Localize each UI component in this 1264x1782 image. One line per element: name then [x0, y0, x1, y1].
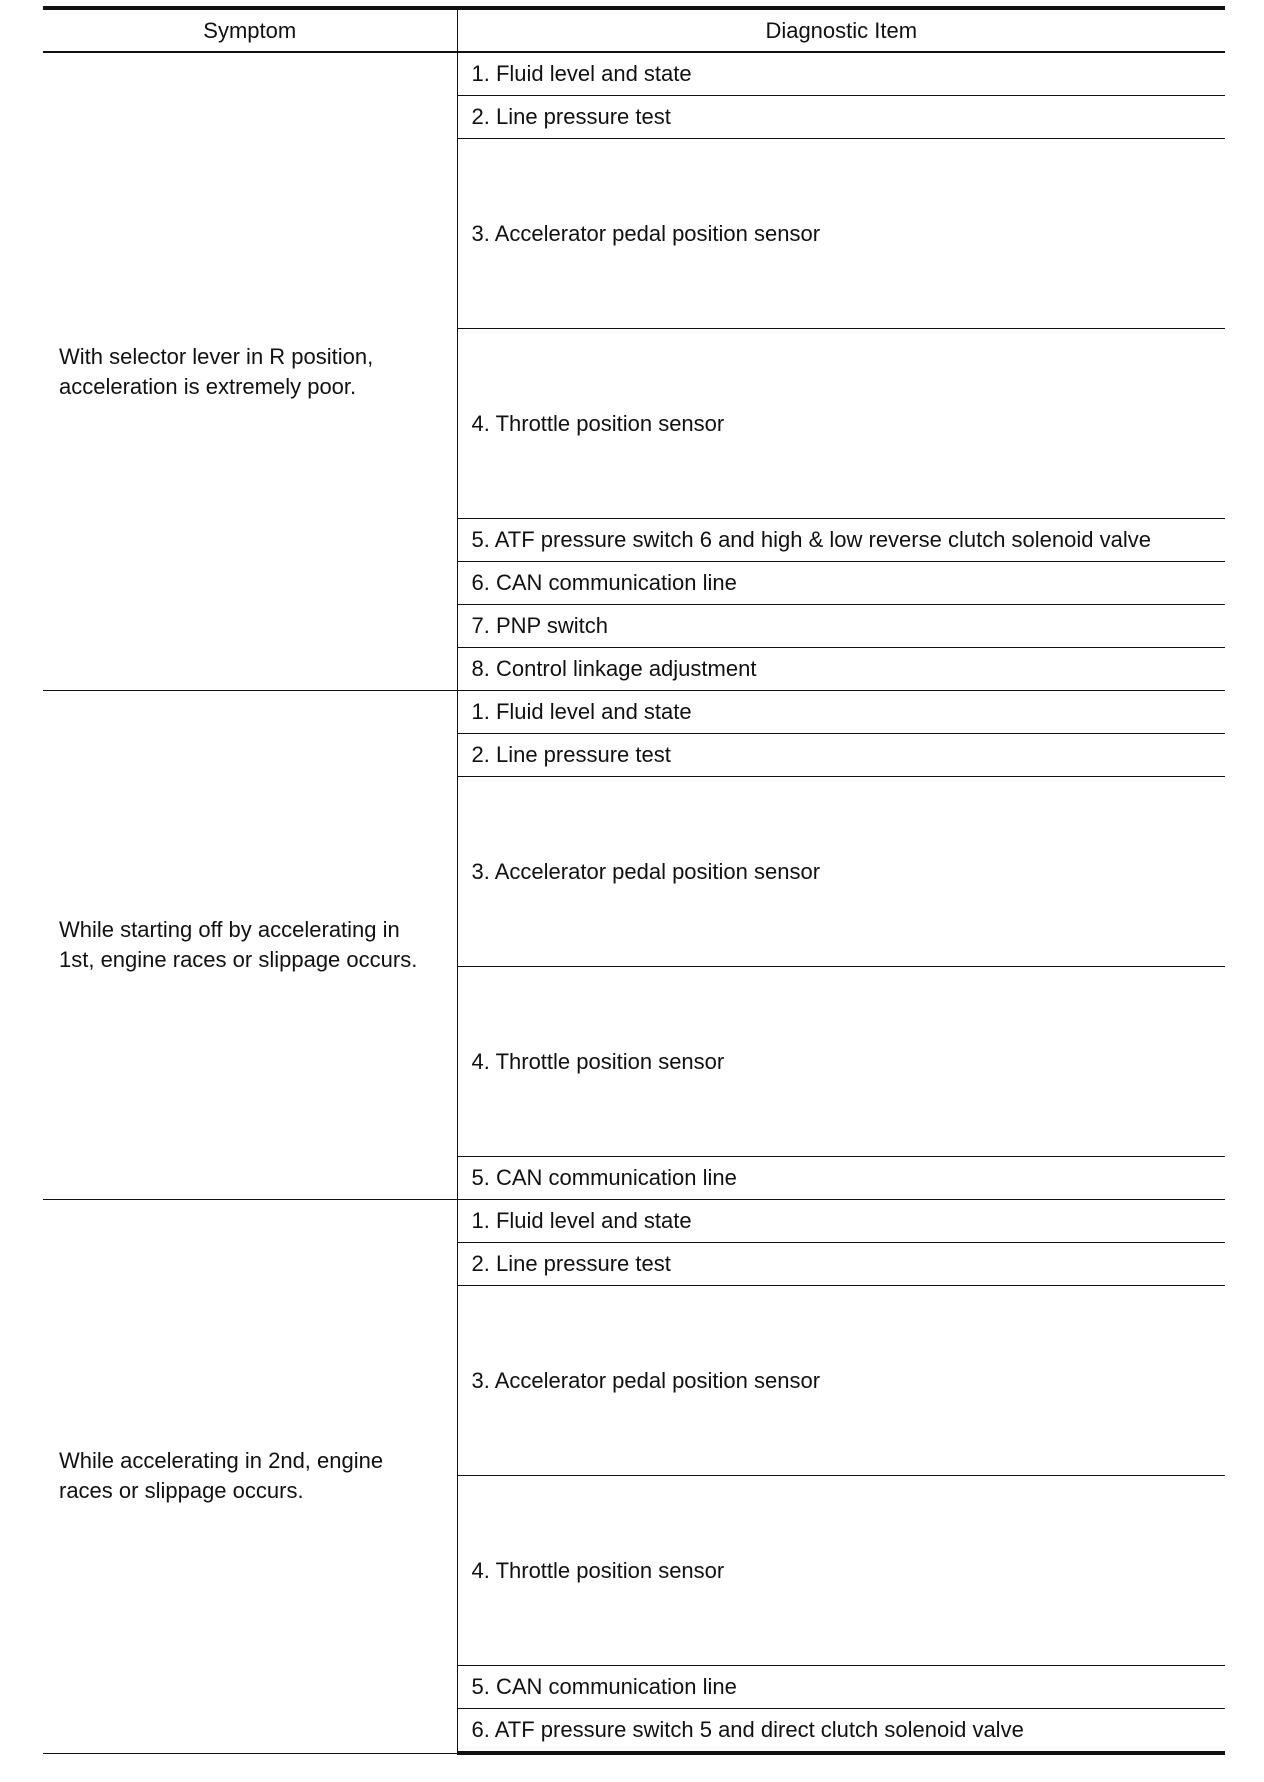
diagnostic-table	[43, 6, 1225, 1755]
diagnostic-item: 5. CAN communication line	[457, 1666, 1225, 1709]
symptom-text-line: With selector lever in R position,	[59, 343, 374, 369]
diagnostic-item: 4. Throttle position sensor	[457, 967, 1225, 1157]
symptom-cell	[43, 1200, 457, 1754]
symptom-text-line: While accelerating in 2nd, engine	[59, 1448, 384, 1474]
diagnostic-item: 1. Fluid level and state	[457, 1200, 1225, 1243]
symptom-text-line: races or slippage occurs.	[59, 1478, 304, 1504]
header-symptom: Symptom	[43, 8, 457, 52]
diagnostic-item: 6. ATF pressure switch 5 and direct clutch solenoid valve	[457, 1709, 1225, 1754]
diagnostic-item: 3. Accelerator pedal position sensor	[457, 777, 1225, 967]
diagnostic-item: 3. Accelerator pedal position sensor	[457, 139, 1225, 329]
symptom-text-line: 1st, engine races or slippage occurs.	[59, 947, 418, 972]
symptom-text-line: acceleration is extremely poor.	[59, 373, 357, 399]
diagnostic-item: 1. Fluid level and state	[457, 691, 1225, 734]
diagnostic-item: 6. CAN communication line	[457, 562, 1225, 605]
table-row	[43, 52, 1225, 96]
diagnostic-item: 4. Throttle position sensor	[457, 329, 1225, 519]
diagnostic-item: 7. PNP switch	[457, 605, 1225, 648]
diagnostic-item: 1. Fluid level and state	[457, 52, 1225, 96]
diagnostic-item: 4. Throttle position sensor	[457, 1476, 1225, 1666]
diagnostic-item: 2. Line pressure test	[457, 1243, 1225, 1286]
diagnostic-item: 5. ATF pressure switch 6 and high & low reverse clutch solenoid valve	[457, 519, 1225, 562]
symptom-text-line: While starting off by accelerating in	[59, 917, 400, 942]
header-diagnostic-item: Diagnostic Item	[457, 8, 1225, 52]
symptom-cell	[43, 52, 457, 691]
diagnostic-item: 5. CAN communication line	[457, 1157, 1225, 1200]
diagnostic-item: 2. Line pressure test	[457, 96, 1225, 139]
diagnostic-item: 3. Accelerator pedal position sensor	[457, 1286, 1225, 1476]
diagnostic-item: 2. Line pressure test	[457, 734, 1225, 777]
table-row	[43, 1200, 1225, 1243]
header-row	[43, 8, 1225, 52]
diagnostic-item: 8. Control linkage adjustment	[457, 648, 1225, 691]
symptom-cell	[43, 691, 457, 1200]
table-row	[43, 691, 1225, 734]
